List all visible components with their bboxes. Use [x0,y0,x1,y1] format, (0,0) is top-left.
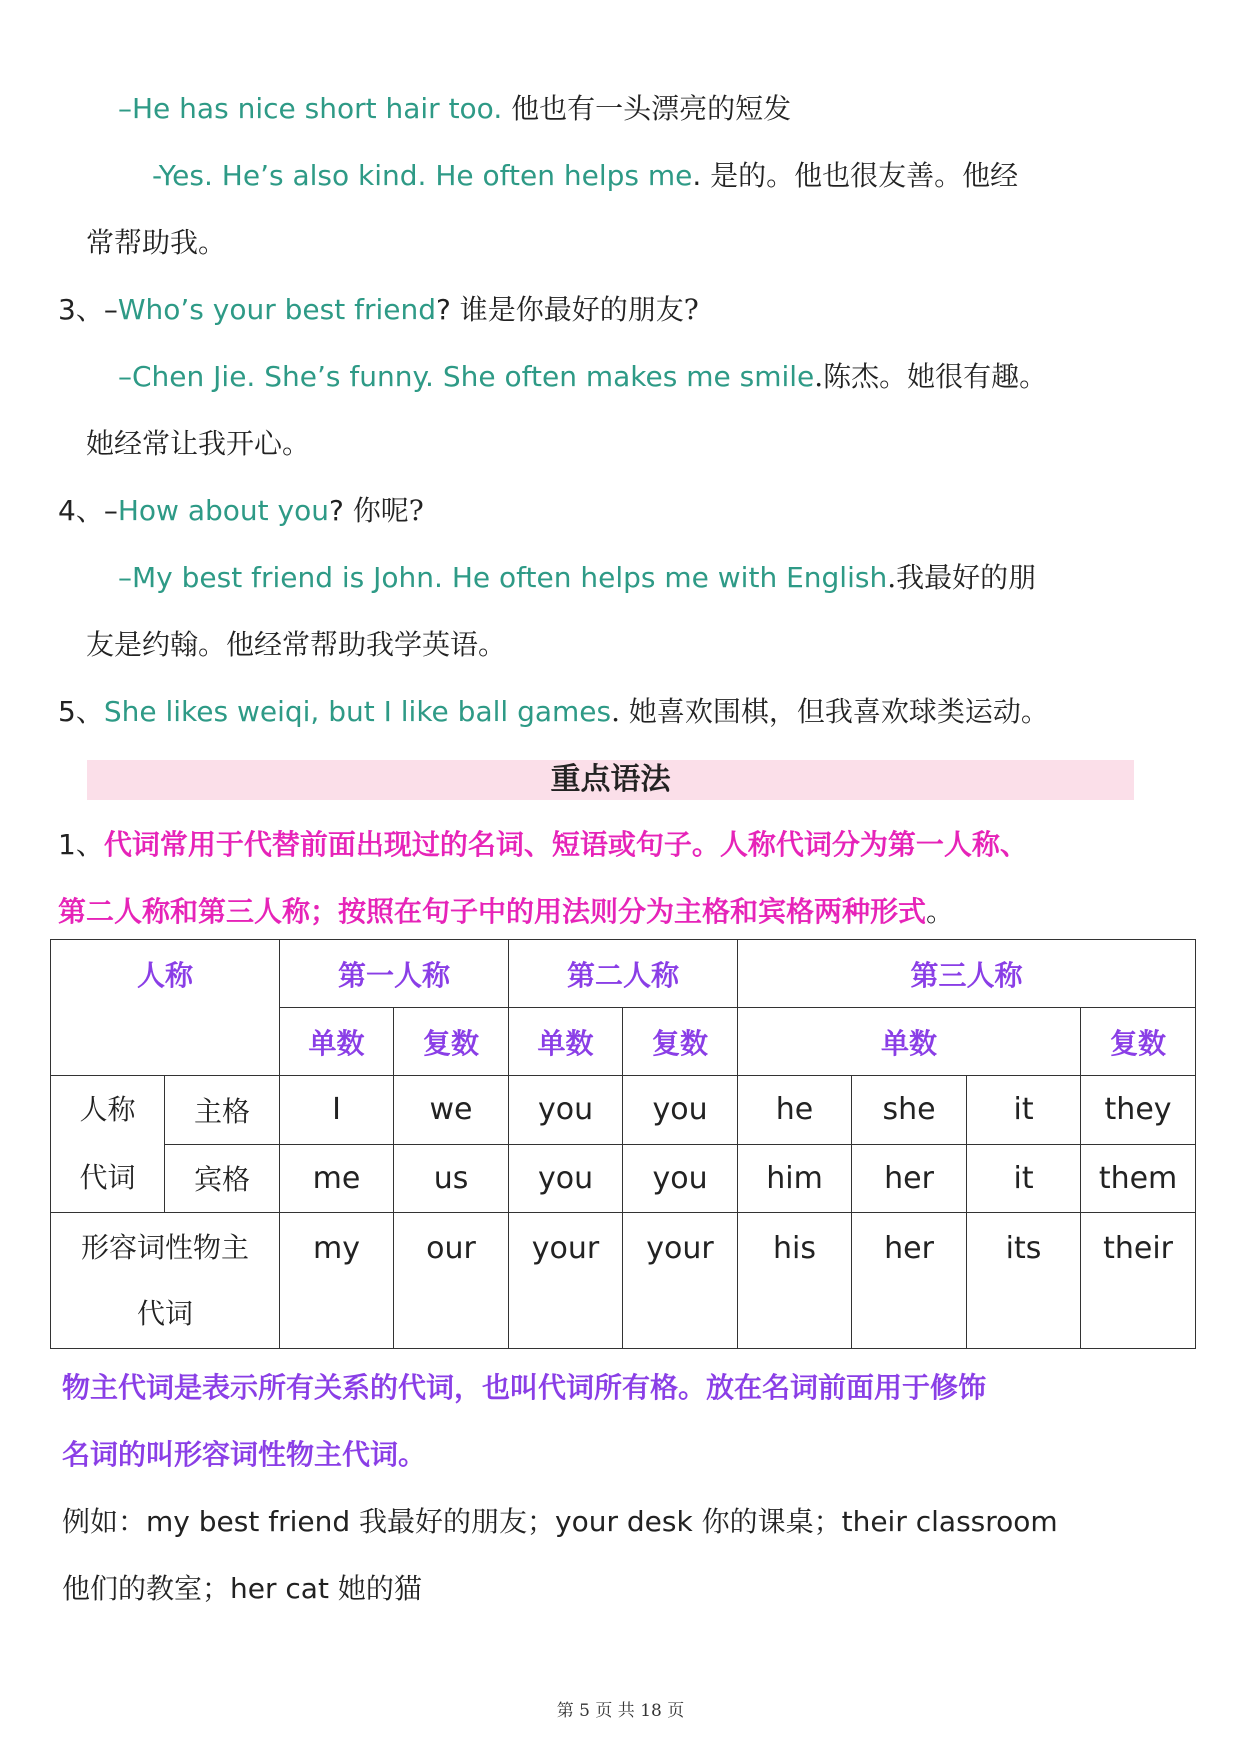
header-plural: 复数 [1081,1008,1196,1076]
row-label-object: 宾格 [165,1144,280,1213]
header-singular: 单数 [738,1008,1081,1076]
punctuation: . [692,159,702,192]
dialogue-line-1 [118,89,791,129]
chinese-text: 是的。他也很友善。他经 [701,159,1019,192]
answer-3-cont [86,424,310,464]
item-number: 4、– [58,494,118,527]
note-line-1 [62,1368,986,1408]
english-text: How about you [117,494,329,527]
chinese-text: .陈杰。她很有趣。 [814,360,1048,393]
example-english: their classroom [841,1505,1058,1538]
table-cell: he [738,1076,852,1145]
example-label: 例如： [62,1505,147,1538]
example-english: her cat [230,1572,329,1605]
table-cell: our [394,1213,509,1349]
answer-3 [118,357,1047,397]
note-text: 名词的叫形容词性物主代词。 [62,1438,427,1471]
english-text: –He has nice short hair too. [118,92,503,125]
table-cell: I [280,1076,394,1145]
chinese-text: .我最好的朋 [887,561,1037,594]
pronoun-table [50,939,1196,1349]
example-line-2 [62,1569,422,1609]
header-plural: 复数 [623,1008,738,1076]
answer-4 [118,558,1036,598]
table-cell: its [967,1213,1081,1349]
table-cell: they [1081,1076,1196,1145]
dialogue-line-2-cont [86,223,226,263]
header-third-person: 第三人称 [738,940,1196,1008]
punctuation: ? [328,494,344,527]
table-row-subject [51,1076,1196,1145]
table-cell: her [852,1213,967,1349]
item-number: 1、 [58,828,104,861]
item-number: 3、– [58,293,118,326]
table-cell: you [509,1076,623,1145]
chinese-text: . 她喜欢围棋，但我喜欢球类运动。 [611,695,1049,728]
table-cell: you [623,1076,738,1145]
table-header-row-1 [51,940,1196,1008]
row-group-label-line-2: 代词 [79,1161,136,1194]
table-cell: me [280,1144,394,1213]
table-cell: you [509,1144,623,1213]
table-cell: we [394,1076,509,1145]
punctuation: ? [436,293,451,326]
example-chinese: 你的课桌； [692,1505,842,1538]
example-chinese: 我最好的朋友； [350,1505,556,1538]
table-cell: your [623,1213,738,1349]
header-plural: 复数 [394,1008,509,1076]
table-cell: it [967,1144,1081,1213]
chinese-text: 你呢? [343,494,424,527]
table-cell: them [1081,1144,1196,1213]
table-cell: she [852,1076,967,1145]
chinese-text: 友是约翰。他经常帮助我学英语。 [86,628,507,661]
example-chinese: 他们的教室； [62,1572,231,1605]
header-person: 人称 [51,940,280,1076]
question-4 [58,491,424,531]
row-group-label-line-1: 人称 [79,1093,136,1126]
punctuation: 。 [926,895,955,928]
table-cell: us [394,1144,509,1213]
table-cell: your [509,1213,623,1349]
table-row-object [51,1144,1196,1213]
page-number-footer: 第 5 页 共 18 页 [556,1701,685,1721]
english-text: –Chen Jie. She’s funny. She often makes me smile [118,360,815,393]
question-3 [58,290,699,330]
grammar-text-line-2: 第二人称和第三人称；按照在句子中的用法则分为主格和宾格两种形式 [58,895,927,928]
example-line-1 [62,1502,1058,1542]
table-cell: him [738,1144,852,1213]
row-label-subject: 主格 [165,1076,280,1145]
sentence-5 [58,692,1049,732]
grammar-point-1-cont [58,892,954,932]
note-text: 物主代词是表示所有关系的代词，也叫代词所有格。放在名词前面用于修饰 [62,1371,987,1404]
row-label-possessive [51,1213,280,1349]
grammar-text-line-1: 代词常用于代替前面出现过的名词、短语或句子。人称代词分为第一人称、 [103,828,1028,861]
example-english: your desk [555,1505,693,1538]
row-label-possessive-line-2: 代词 [137,1296,194,1330]
dialogue-line-2 [152,156,1018,196]
row-group-label [51,1076,165,1213]
answer-4-cont [86,625,506,665]
row-label-possessive-line-1: 形容词性物主 [81,1230,250,1264]
table-cell: their [1081,1213,1196,1349]
table-cell: his [738,1213,852,1349]
header-second-person: 第二人称 [509,940,738,1008]
chinese-text: 他也有一头漂亮的短发 [502,92,792,125]
item-number: 5、 [58,695,104,728]
header-singular: 单数 [280,1008,394,1076]
header-first-person: 第一人称 [280,940,509,1008]
chinese-text: 常帮助我。 [86,226,227,259]
table-cell: you [623,1144,738,1213]
table-cell: her [852,1144,967,1213]
english-text: She likes weiqi, but I like ball games [103,695,612,728]
note-line-2 [62,1435,426,1475]
example-english: my best friend [146,1505,351,1538]
english-text: -Yes. He’s also kind. He often helps me [152,159,693,192]
english-text: Who’s your best friend [117,293,436,326]
table-cell: my [280,1213,394,1349]
example-chinese: 她的猫 [328,1572,422,1605]
chinese-text: 她经常让我开心。 [86,427,311,460]
header-singular: 单数 [509,1008,623,1076]
table-row-possessive [51,1213,1196,1349]
table-cell: it [967,1076,1081,1145]
section-title: 重点语法 [87,760,1134,800]
grammar-point-1 [58,825,1028,865]
chinese-text: 谁是你最好的朋友? [450,293,699,326]
english-text: –My best friend is John. He often helps me with English [118,561,888,594]
